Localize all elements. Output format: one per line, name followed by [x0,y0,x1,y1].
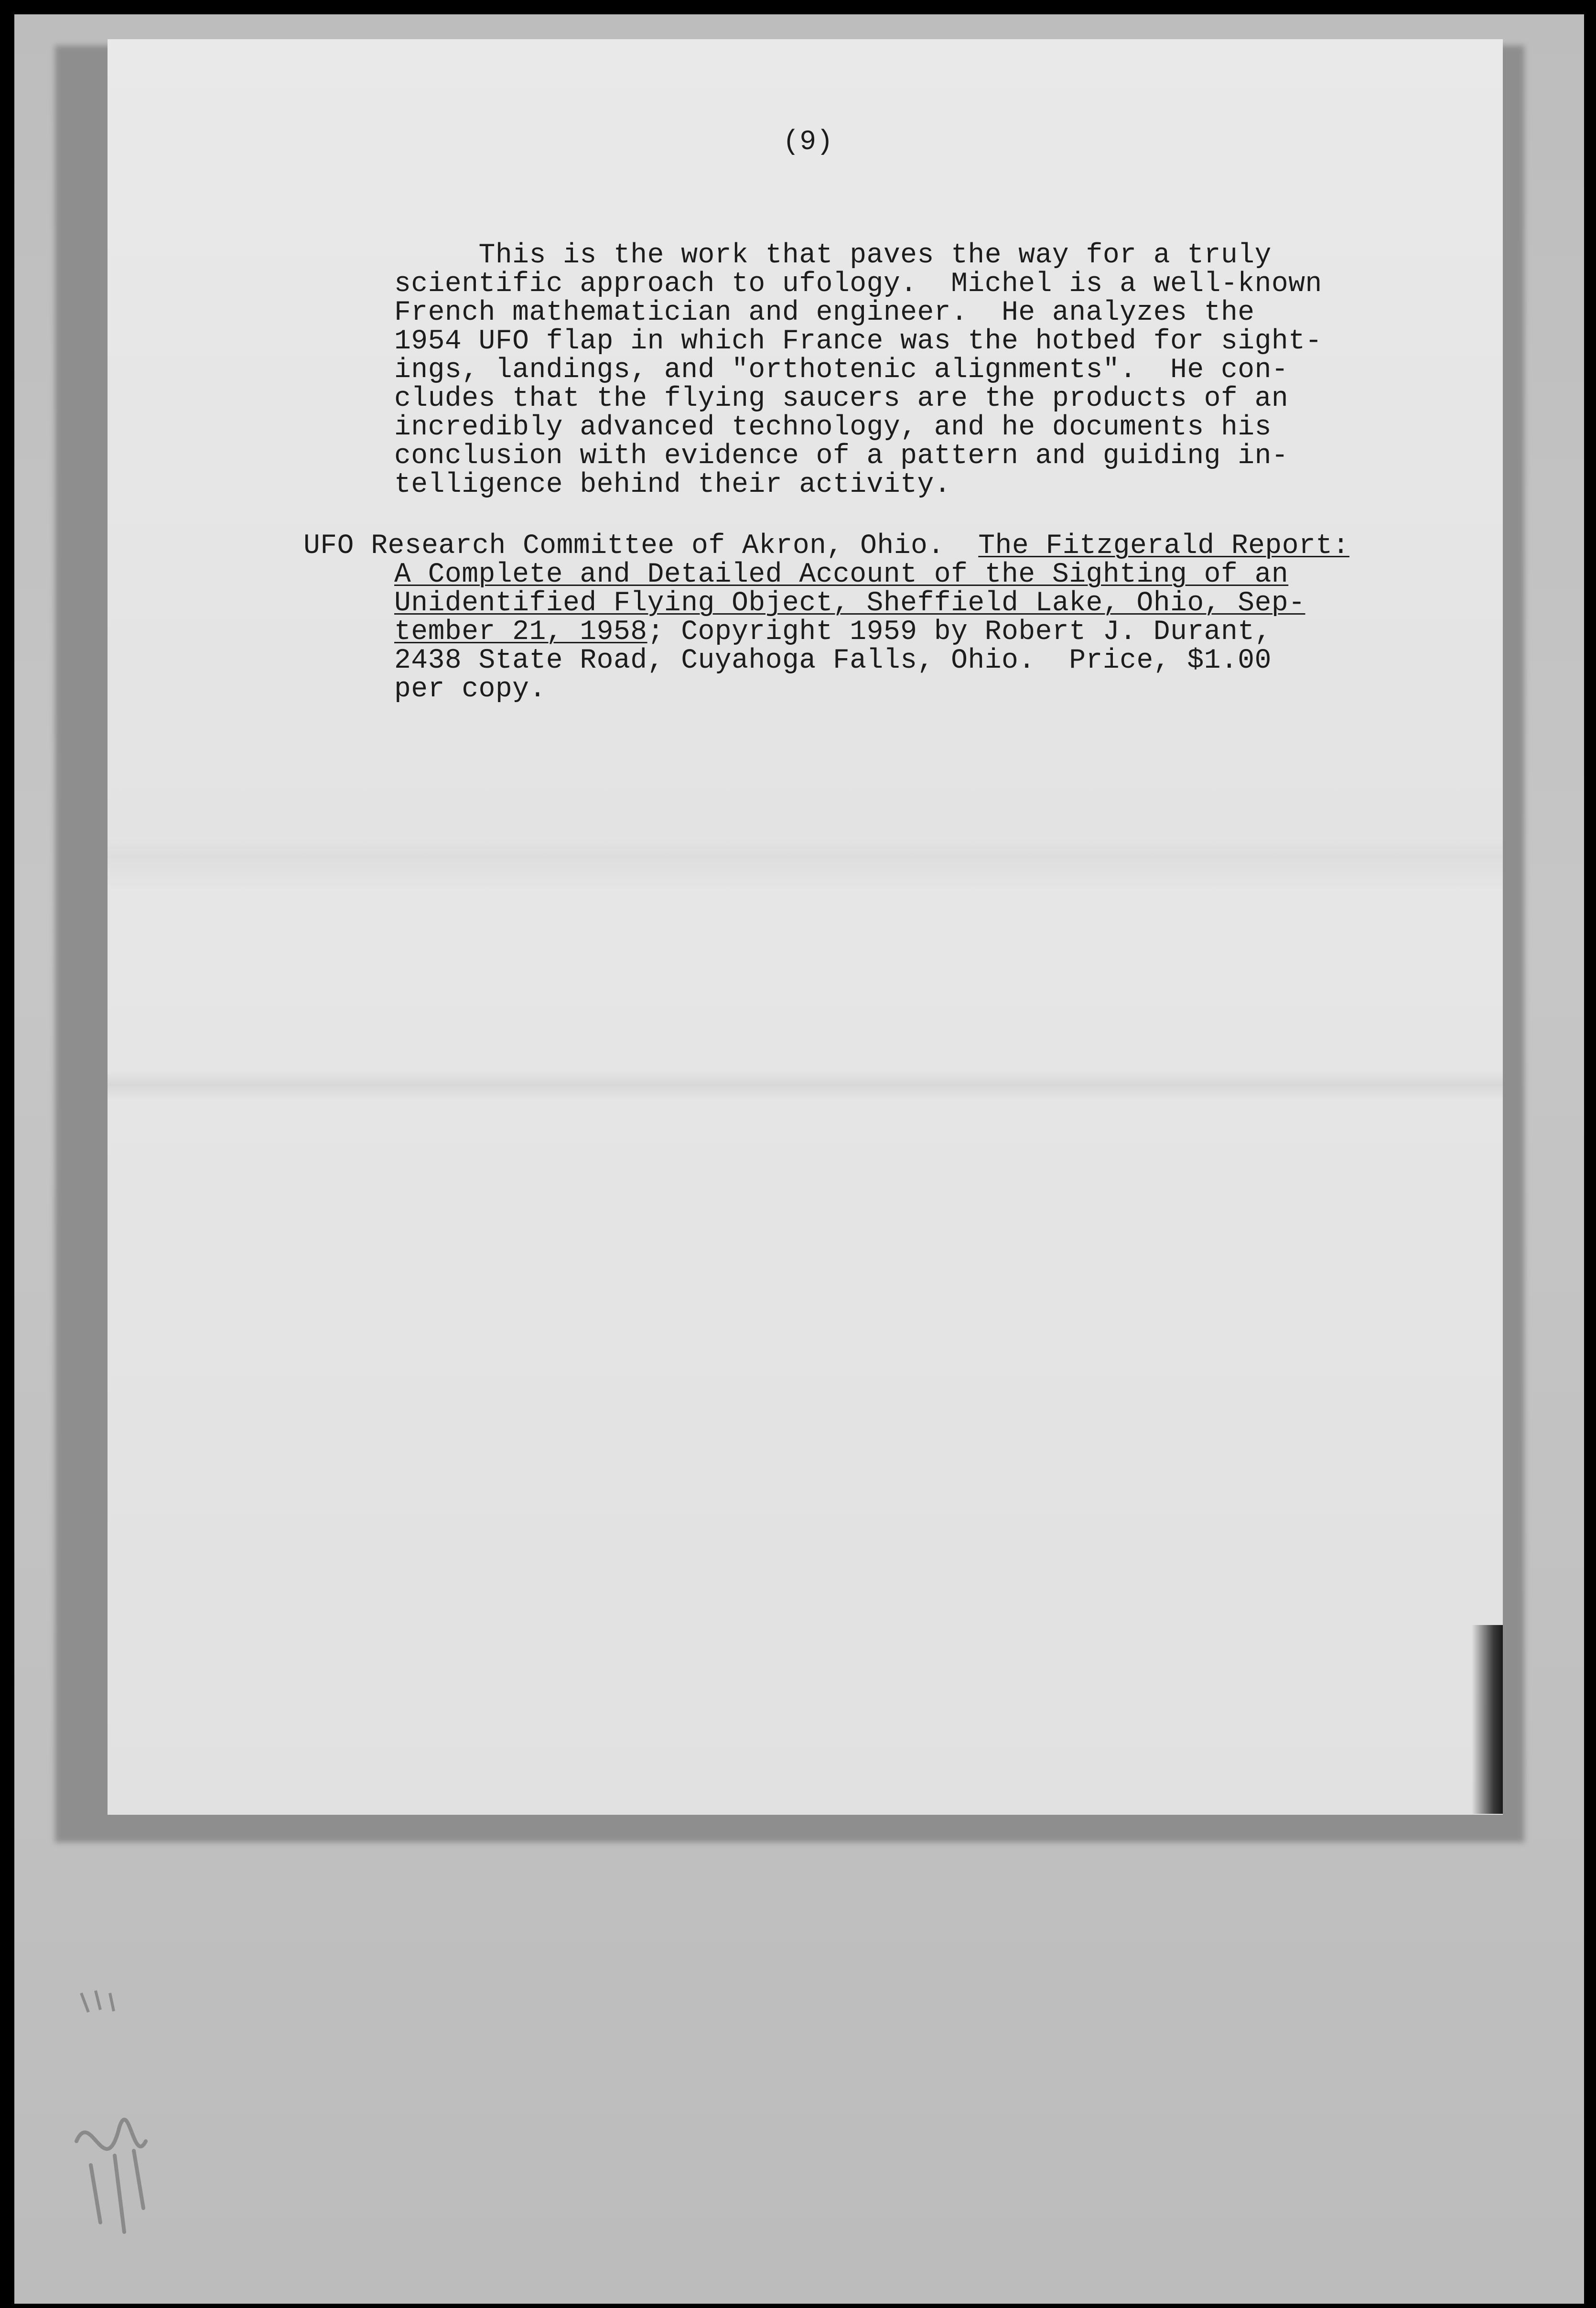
entry-line [303,561,1349,589]
paragraph-line: telligence behind their activity. [394,469,951,500]
paragraph-line: French mathematician and engineer. He analyzes the [394,297,1255,328]
entry-price: per copy. [394,674,546,705]
entry-title: A Complete and Detailed Account of the Sighting of an [394,559,1289,590]
fold-mark [108,1071,1503,1099]
paragraph-line: incredibly advanced technology, and he documents his [394,412,1272,443]
paragraph-line: ings, landings, and "orthotenic alignments". He con- [394,355,1289,386]
entry-author: UFO Research Committee of Akron, Ohio. [303,531,979,562]
paragraph-line: scientific approach to ufology. Michel is a well-known [394,269,1322,300]
entry-line [303,618,1349,647]
paragraph-line: conclusion with evidence of a pattern and guiding in- [394,441,1289,472]
entry-title: Unidentified Flying Object, Sheffield Lake, Ohio, Sep- [394,588,1305,619]
entry-address: 2438 State Road, Cuyahoga Falls, Ohio. Price, $1.00 [394,645,1272,676]
description-paragraph [394,241,1322,499]
page-number: (9) [783,127,833,158]
entry-title: tember 21, 1958 [394,617,647,648]
entry-title: The Fitzgerald Report: [978,531,1349,562]
entry-copyright: ; Copyright 1959 by Robert J. Durant, [647,617,1272,648]
paragraph-line: cludes that the flying saucers are the products of an [394,383,1289,414]
pencil-scribble-mark [62,1983,172,2270]
paragraph-line: 1954 UFO flap in which France was the hotbed for sight- [394,326,1322,357]
sheet-edge-shadow [1472,1625,1503,1814]
paragraph-line: This is the work that paves the way for a truly [394,240,1272,271]
entry-line [303,589,1349,618]
bibliography-entry [303,532,1349,704]
